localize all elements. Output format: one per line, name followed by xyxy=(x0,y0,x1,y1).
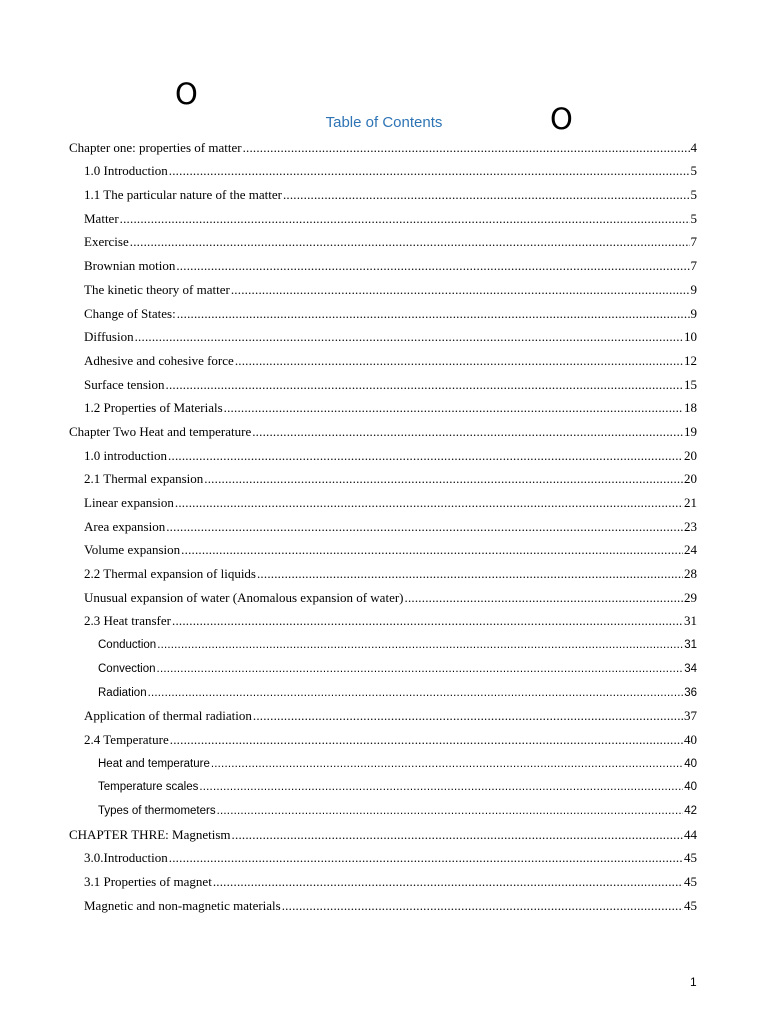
toc-entry-title[interactable]: 1.2 Properties of Materials xyxy=(84,400,223,416)
toc-entry[interactable] xyxy=(0,819,768,843)
toc-entry-title[interactable]: 2.4 Temperature xyxy=(84,731,169,747)
toc-dot-leader xyxy=(172,613,683,629)
toc-dot-leader xyxy=(130,234,690,250)
toc-entry-page-number: 19 xyxy=(684,423,697,439)
toc-entry-page-number: 31 xyxy=(684,639,697,652)
toc-entry[interactable] xyxy=(0,179,768,203)
toc-entry-page-number: 5 xyxy=(690,163,697,179)
toc-entry[interactable] xyxy=(0,582,768,606)
toc-entry[interactable] xyxy=(0,724,768,748)
toc-entry[interactable] xyxy=(0,274,768,298)
toc-entry-title[interactable]: 3.0.Introduction xyxy=(84,850,168,866)
toc-dot-leader xyxy=(405,590,684,606)
toc-entry[interactable] xyxy=(0,203,768,227)
toc-entry-title[interactable]: Exercise xyxy=(84,234,129,250)
toc-entry[interactable] xyxy=(0,464,768,488)
toc-entry-title[interactable]: 1.1 The particular nature of the matter xyxy=(84,187,282,203)
toc-entry-page-number: 28 xyxy=(684,566,697,582)
toc-entry[interactable] xyxy=(0,535,768,559)
toc-dot-leader xyxy=(235,353,683,369)
toc-entry-page-number: 5 xyxy=(690,210,697,226)
circle-mark-right: O xyxy=(550,102,573,136)
toc-entry[interactable] xyxy=(0,227,768,251)
toc-dot-leader xyxy=(283,187,690,203)
toc-entry[interactable] xyxy=(0,606,768,630)
toc-entry-title[interactable]: 3.1 Properties of magnet xyxy=(84,874,212,889)
toc-entry[interactable] xyxy=(0,156,768,180)
toc-dot-leader xyxy=(169,850,683,866)
toc-entry-page-number: 9 xyxy=(690,281,697,297)
toc-list xyxy=(0,132,768,914)
toc-dot-leader xyxy=(211,756,683,772)
toc-entry-page-number: 40 xyxy=(684,757,697,770)
toc-dot-leader xyxy=(157,661,684,677)
toc-entry[interactable] xyxy=(0,653,768,677)
toc-entry-page-number: 21 xyxy=(684,495,697,510)
toc-dot-leader xyxy=(148,685,684,701)
toc-entry-title[interactable]: Diffusion xyxy=(84,329,134,345)
toc-entry[interactable] xyxy=(0,629,768,653)
toc-entry[interactable] xyxy=(0,416,768,440)
toc-entry[interactable] xyxy=(0,393,768,417)
toc-entry-title[interactable]: The kinetic theory of matter xyxy=(84,281,230,297)
toc-entry-title[interactable]: Radiation xyxy=(98,686,147,699)
toc-entry[interactable] xyxy=(0,890,768,914)
toc-entry-title[interactable]: 2.2 Thermal expansion of liquids xyxy=(84,566,256,582)
toc-entry-title[interactable]: Chapter Two Heat and temperature xyxy=(69,423,252,439)
toc-entry[interactable] xyxy=(0,369,768,393)
toc-dot-leader xyxy=(253,708,683,724)
toc-dot-leader xyxy=(282,898,683,914)
toc-dot-leader xyxy=(120,211,690,227)
toc-entry-page-number: 20 xyxy=(684,447,697,463)
toc-dot-leader xyxy=(169,163,690,179)
toc-dot-leader xyxy=(204,471,683,487)
toc-entry-page-number: 40 xyxy=(684,781,697,794)
toc-dot-leader xyxy=(157,637,683,653)
toc-entry[interactable] xyxy=(0,795,768,819)
toc-entry[interactable] xyxy=(0,701,768,725)
toc-dot-leader xyxy=(166,519,683,535)
toc-entry-title[interactable]: Matter xyxy=(84,210,119,226)
toc-entry[interactable] xyxy=(0,843,768,867)
toc-entry-page-number: 23 xyxy=(684,518,697,534)
toc-entry-page-number: 20 xyxy=(684,471,697,487)
toc-entry-title[interactable]: CHAPTER THRE: Magnetism xyxy=(69,826,231,842)
toc-entry-title[interactable]: Temperature scales xyxy=(98,781,199,794)
toc-entry-title[interactable]: 1.0 Introduction xyxy=(84,163,168,179)
toc-entry[interactable] xyxy=(0,677,768,701)
toc-dot-leader xyxy=(232,827,683,843)
toc-entry-page-number: 29 xyxy=(684,589,697,605)
toc-entry-title[interactable]: Adhesive and cohesive force xyxy=(84,352,234,368)
toc-entry[interactable] xyxy=(0,511,768,535)
toc-entry-page-number: 9 xyxy=(690,305,697,321)
toc-entry[interactable] xyxy=(0,866,768,890)
toc-entry-page-number: 40 xyxy=(684,731,697,747)
toc-entry[interactable] xyxy=(0,132,768,156)
toc-entry[interactable] xyxy=(0,322,768,346)
toc-entry-title[interactable]: Convection xyxy=(98,662,156,675)
page-number: 1 xyxy=(690,975,697,989)
toc-entry-page-number: 45 xyxy=(684,874,697,889)
toc-entry-title[interactable]: Application of thermal radiation xyxy=(84,708,252,724)
toc-entry-page-number: 24 xyxy=(684,542,697,558)
toc-entry-page-number: 15 xyxy=(684,376,697,392)
toc-dot-leader xyxy=(199,779,683,795)
toc-dot-leader xyxy=(217,803,684,819)
toc-dot-leader xyxy=(175,495,683,511)
circle-mark-left: O xyxy=(175,77,198,111)
toc-dot-leader xyxy=(135,329,683,345)
toc-dot-leader xyxy=(257,566,683,582)
toc-entry-page-number: 42 xyxy=(684,804,697,817)
toc-entry-page-number: 7 xyxy=(690,234,697,250)
toc-entry[interactable] xyxy=(0,440,768,464)
toc-entry-page-number: 37 xyxy=(684,708,697,724)
toc-dot-leader xyxy=(231,282,690,298)
toc-entry-title[interactable]: Heat and temperature xyxy=(98,757,210,770)
toc-entry-title[interactable]: 2.1 Thermal expansion xyxy=(84,471,204,487)
toc-entry-title[interactable]: 2.3 Heat transfer xyxy=(84,613,171,629)
toc-entry-page-number: 36 xyxy=(684,686,697,699)
toc-entry-title[interactable]: Surface tension xyxy=(84,376,165,392)
toc-entry-page-number: 12 xyxy=(684,352,697,368)
toc-dot-leader xyxy=(252,424,683,440)
toc-dot-leader xyxy=(181,542,683,558)
toc-entry-title[interactable]: Conduction xyxy=(98,639,157,652)
toc-dot-leader xyxy=(224,400,683,416)
toc-entry-page-number: 45 xyxy=(684,850,697,866)
toc-dot-leader xyxy=(166,377,683,393)
toc-entry[interactable] xyxy=(0,558,768,582)
toc-entry-title[interactable]: Chapter one: properties of matter xyxy=(69,139,242,155)
toc-entry-page-number: 44 xyxy=(684,826,697,842)
toc-entry-title[interactable]: 1.0 introduction xyxy=(84,447,168,463)
toc-entry[interactable] xyxy=(0,250,768,274)
toc-entry-page-number: 10 xyxy=(684,329,697,345)
toc-entry-page-number: 31 xyxy=(684,613,697,629)
toc-entry-title[interactable]: Unusual expansion of water (Anomalous expansion of water) xyxy=(84,589,404,605)
toc-entry[interactable] xyxy=(0,298,768,322)
toc-dot-leader xyxy=(168,448,683,464)
toc-entry-page-number: 18 xyxy=(684,400,697,416)
toc-dot-leader xyxy=(176,258,689,274)
toc-entry-title[interactable]: Brownian motion xyxy=(84,258,176,274)
toc-entry-page-number: 5 xyxy=(690,187,697,203)
toc-entry-title[interactable]: Volume expansion xyxy=(84,542,181,558)
toc-entry[interactable] xyxy=(0,487,768,511)
toc-dot-leader xyxy=(170,732,683,748)
toc-dot-leader xyxy=(213,874,683,890)
toc-entry-page-number: 45 xyxy=(684,897,697,913)
toc-entry[interactable] xyxy=(0,748,768,772)
toc-entry-title[interactable]: Area expansion xyxy=(84,518,166,534)
toc-entry-page-number: 7 xyxy=(690,258,697,274)
toc-title: Table of Contents xyxy=(325,114,443,131)
toc-dot-leader xyxy=(177,306,690,322)
toc-entry-title[interactable]: Types of thermometers xyxy=(98,804,216,817)
toc-dot-leader xyxy=(243,140,690,156)
toc-entry-title[interactable]: Magnetic and non-magnetic materials xyxy=(84,897,281,913)
toc-entry[interactable] xyxy=(0,345,768,369)
toc-entry-page-number: 34 xyxy=(684,662,697,675)
toc-entry-page-number: 4 xyxy=(690,139,697,155)
toc-entry-title[interactable]: Linear expansion xyxy=(84,495,174,510)
toc-entry-title[interactable]: Change of States: xyxy=(84,305,176,321)
toc-entry[interactable] xyxy=(0,772,768,796)
